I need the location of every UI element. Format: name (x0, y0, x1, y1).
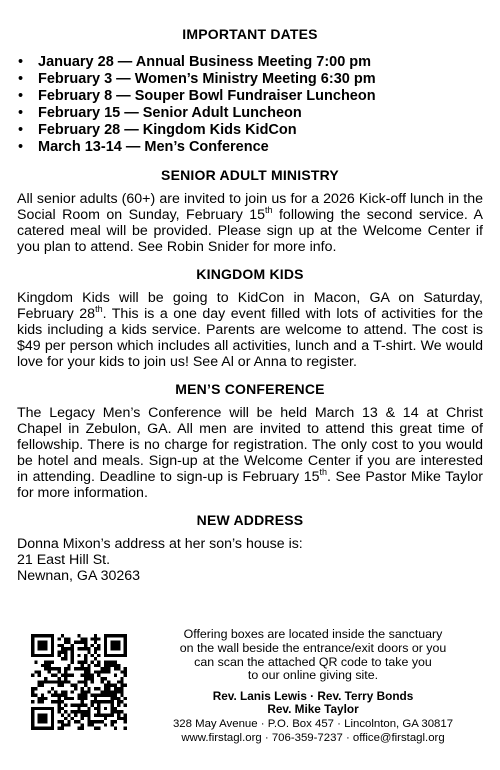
contact-block (138, 717, 488, 745)
offering-line: on the wall beside the entrance/exit doors or you (179, 640, 447, 655)
date-item: • February 28 — Kingdom Kids KidCon (17, 122, 483, 139)
bulletin-footer (0, 628, 500, 770)
address-line: Newnan, GA 30263 (17, 568, 141, 584)
date-item: • February 3 — Women’s Ministry Meeting 6:30 pm (17, 71, 483, 88)
kingdom-kids-text (17, 290, 483, 370)
ordinal-suffix: th (319, 467, 327, 477)
qr-code-icon[interactable] (31, 634, 127, 730)
kingdom-kids-section (17, 266, 483, 370)
mens-conference-heading: MEN’S CONFERENCE (175, 381, 325, 397)
address-line: Donna Mixon’s address at her son’s house is: (17, 536, 303, 552)
senior-adult-text-part: All senior adults (60+) are invited to join us for a 2026 Kick-off lunch in the Social Room on Sunday, February 15 (17, 191, 483, 223)
mens-conference-text (17, 405, 483, 501)
mens-conference-section (17, 381, 483, 501)
ordinal-suffix: th (265, 205, 273, 215)
important-dates-heading: IMPORTANT DATES (182, 26, 318, 42)
mens-conference-text-part: . See Pastor Mike Taylor for more information. (17, 469, 483, 501)
new-address-block (17, 536, 483, 584)
offering-line: can scan the attached QR code to take you (194, 654, 432, 669)
address-line: 21 East Hill St. (17, 552, 111, 568)
church-contact: www.firstagl.org · 706-359-7237 · office@firstagl.org (181, 732, 445, 744)
mens-conference-text-part: The Legacy Men’s Conference will be held March 13 & 14 at Christ Chapel in Zebulon, GA. All men are invited to attend this great time of fellowship. There is no charge for registration. The only cost to you would be hotel and meals. Sign-up at the Welcome Center if you are interested in attending. Deadline to sign-up is February 15 (17, 405, 483, 485)
kingdom-kids-text-part: Kingdom Kids will be going to KidCon in Macon, GA on Saturday, February 28 (17, 290, 483, 322)
offering-line: Offering boxes are located inside the sanctuary (183, 627, 443, 641)
pastors-line: Rev. Lanis Lewis · Rev. Terry Bonds (212, 689, 414, 703)
senior-adult-text (17, 191, 483, 255)
new-address-section (17, 512, 483, 584)
senior-adult-section (17, 167, 483, 255)
date-item: • February 15 — Senior Adult Luncheon (17, 105, 483, 122)
pastors-block (148, 690, 478, 716)
offering-line: to our online giving site. (247, 668, 379, 683)
ordinal-suffix: th (95, 304, 103, 314)
important-dates-list (17, 54, 483, 156)
kingdom-kids-text-part: . This is a one day event filled with lots of activities for the kids including a kids service. Parents are welcome to attend. The cost is $49 per person which includes all activities, lunch and a T-shirt. We would love for your kids to join us! See Al or Anna to register. (17, 306, 483, 370)
church-address: 328 May Avenue · P.O. Box 457 · Lincolnton, GA 30817 (172, 718, 454, 730)
date-item: • March 13-14 — Men’s Conference (17, 139, 483, 156)
date-item: • February 8 — Souper Bowl Fundraiser Luncheon (17, 88, 483, 105)
kingdom-kids-heading: KINGDOM KIDS (196, 266, 304, 282)
important-dates-section (17, 26, 483, 156)
senior-adult-text-part: following the second service. A catered meal will be provided. Please sign up at the Welcome Center if you plan to attend. See Robin Snider for more info. (17, 207, 483, 255)
new-address-heading: NEW ADDRESS (196, 512, 304, 528)
pastors-line: Rev. Mike Taylor (267, 702, 359, 716)
date-item: • January 28 — Annual Business Meeting 7:00 pm (17, 54, 483, 71)
offering-note (148, 628, 478, 683)
senior-adult-heading: SENIOR ADULT MINISTRY (161, 167, 339, 183)
